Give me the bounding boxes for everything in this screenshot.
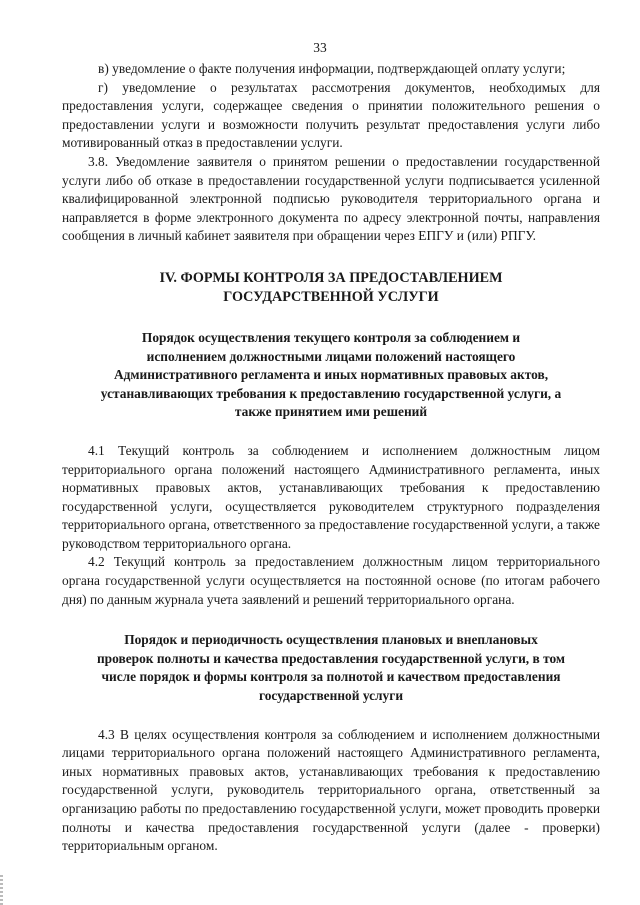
subheading-line: Порядок осуществления текущего контроля за соблюдением и: [141, 329, 521, 345]
section-heading-line: IV. ФОРМЫ КОНТРОЛЯ ЗА ПРЕДОСТАВЛЕНИЕМ: [159, 269, 503, 286]
subheading-line: числе порядок и формы контроля за полнотой и качеством предоставления: [101, 669, 561, 685]
paragraph-4-3: 4.3 В целях осуществления контроля за соблюдением и исполнением должностными лицами территориального органа положений настоящего Административного регламента, иных нормативных правовых актов, устанавливающих требования к предоставлению государственной услуги, руководитель территориального органа, ответственный за организацию работы по предоставлению государственной услуги, может проводить проверки полноты и качества предоставления государственной услуги (далее - проверки) территориальным органом.: [62, 726, 600, 854]
section-heading-line: ГОСУДАРСТВЕННОЙ УСЛУГИ: [223, 288, 439, 305]
subheading-line: исполнением должностными лицами положений настоящего: [146, 348, 516, 364]
subheading-planned-checks: [62, 631, 600, 705]
page-content: [62, 60, 600, 856]
section-heading: [62, 269, 600, 307]
paragraph-3-8: 3.8. Уведомление заявителя о принятом решении о предоставлении государственной услуги либо об отказе в предоставлении государственной услуги подписывается усиленной квалифицированной электронной подписью руководителя территориального органа и направляется в форме электронного документа по адресу электронной почты, направления сообщения в личный кабинет заявителя при обращении через ЕПГУ и (или) РПГУ.: [62, 153, 600, 244]
subheading-current-control: [62, 329, 600, 422]
paragraph-item-v: в) уведомление о факте получения информации, подтверждающей оплату услуги;: [98, 61, 566, 76]
subheading-line: государственной услуги: [258, 688, 404, 704]
paragraph-item-g: г) уведомление о результатах рассмотрения документов, необходимых для предоставления услуги, содержащее сведения о принятии положительного решения о предоставлении услуги и возможности получить результат предоставления услуги либо мотивированный отказ в предоставлении услуги.: [62, 79, 600, 151]
scan-edge-mark: [0, 875, 3, 905]
subheading-line: Административного регламента и иных нормативных правовых актов,: [113, 367, 549, 383]
subheading-line: также принятием ими решений: [234, 404, 428, 420]
paragraph-4-1: 4.1 Текущий контроль за соблюдением и исполнением должностным лицом территориального органа положений настоящего Административного регламента, иных нормативных правовых актов, устанавливающих требования к предоставлению государственной услуги, осуществляется руководителем структурного подразделения территориального органа, ответственного за предоставление государственной услуги, а также руководством территориального органа.: [62, 442, 600, 551]
subheading-line: устанавливающих требования к предоставлению государственной услуги, а: [100, 385, 562, 401]
paragraph-4-2: 4.2 Текущий контроль за предоставлением должностным лицом территориального органа государственной услуги осуществляется на постоянной основе (по итогам рабочего дня) по данным журнала учета заявлений и решений территориального органа.: [62, 554, 600, 607]
subheading-line: Порядок и периодичность осуществления плановых и внеплановых: [124, 632, 538, 648]
subheading-line: проверок полноты и качества предоставления государственной услуги, в том: [96, 650, 566, 666]
page-number: 33: [313, 40, 327, 55]
